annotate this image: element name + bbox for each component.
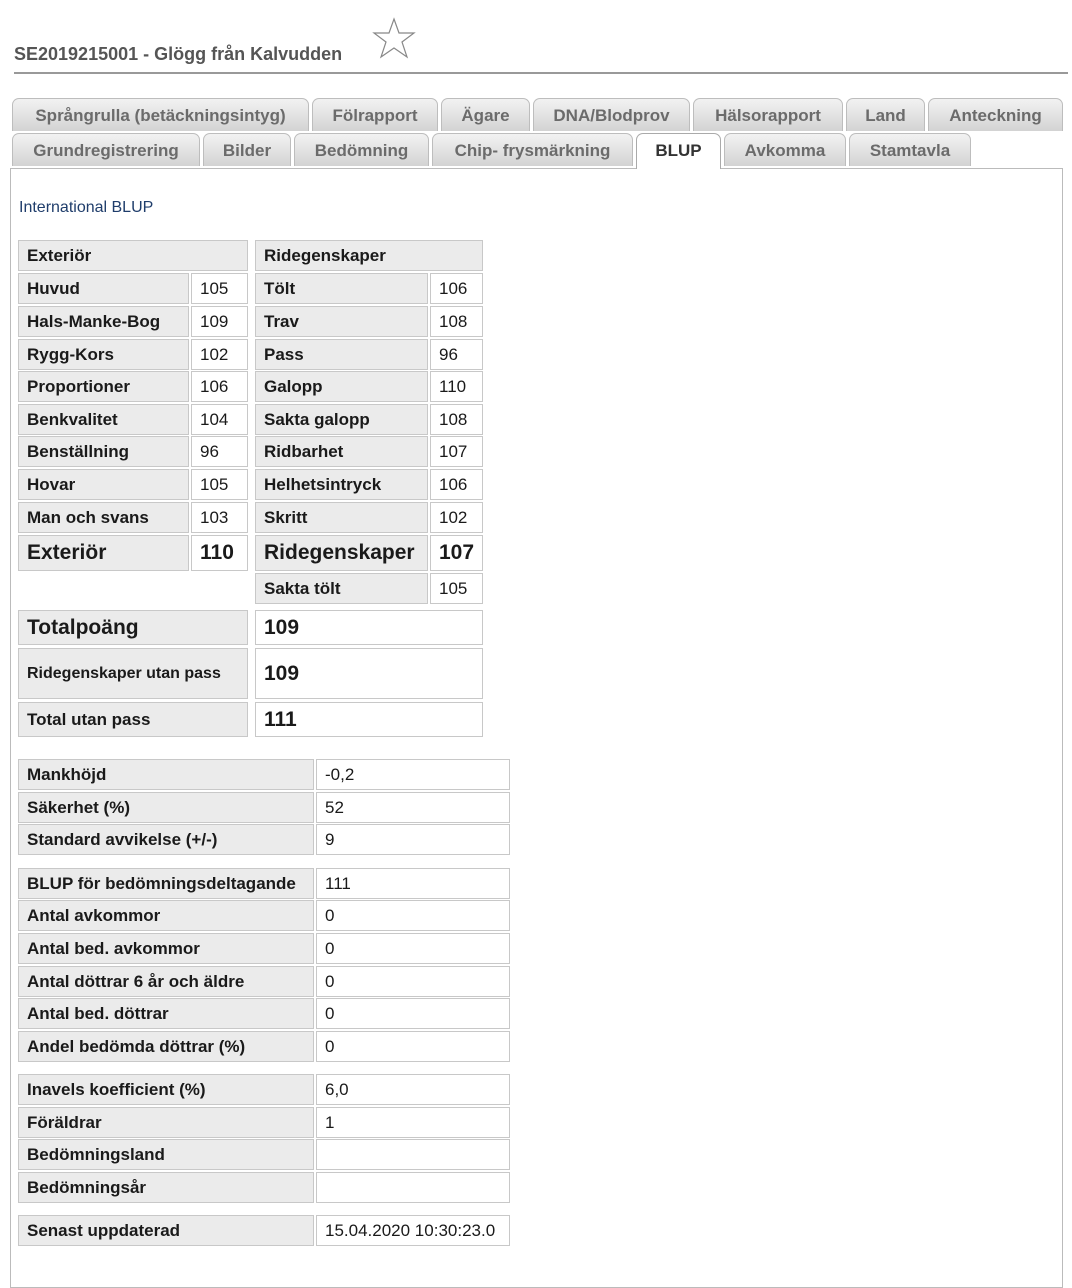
info-value <box>316 1172 510 1203</box>
info-label: Antal bed. avkommor <box>18 933 314 964</box>
info-label: Antal bed. döttrar <box>18 998 314 1029</box>
riding-without-pace-label: Ridegenskaper utan pass <box>18 648 248 699</box>
exterior-header: Exteriör <box>18 240 248 271</box>
info-label: Bedömningsland <box>18 1139 314 1170</box>
info-label: Andel bedömda döttrar (%) <box>18 1031 314 1062</box>
info-value: 15.04.2020 10:30:23.0 <box>316 1215 510 1246</box>
info-value: 52 <box>316 792 510 823</box>
page-title: SE2019215001 - Glögg från Kalvudden <box>14 44 343 64</box>
info-value: 0 <box>316 900 510 931</box>
riding-without-pace-value: 109 <box>255 648 483 699</box>
riding-extra-label: Sakta tölt <box>255 573 428 604</box>
exterior-value: 105 <box>191 469 248 500</box>
riding-value: 106 <box>430 469 483 500</box>
tab-bedomning[interactable]: Bedömning <box>294 133 429 166</box>
total-score-value: 109 <box>255 610 483 645</box>
info-label: Senast uppdaterad <box>18 1215 314 1246</box>
info-label: Antal avkommor <box>18 900 314 931</box>
riding-label: Ridbarhet <box>255 436 428 467</box>
exterior-label: Huvud <box>18 273 189 304</box>
info-label: Inavels koefficient (%) <box>18 1074 314 1105</box>
info-label: Antal döttrar 6 år och äldre <box>18 966 314 997</box>
info-value: 111 <box>316 868 510 899</box>
info-value <box>316 1139 510 1170</box>
riding-value: 107 <box>430 436 483 467</box>
riding-value: 106 <box>430 273 483 304</box>
info-label: Mankhöjd <box>18 759 314 790</box>
exterior-label: Rygg-Kors <box>18 339 189 370</box>
tab-chip-frysmarkning[interactable]: Chip- frysmärkning <box>432 133 633 166</box>
page-header <box>14 0 1068 74</box>
riding-label: Skritt <box>255 502 428 533</box>
tab-land[interactable]: Land <box>846 98 925 131</box>
riding-extra-value: 105 <box>430 573 483 604</box>
info-value: 0 <box>316 966 510 997</box>
info-value: 1 <box>316 1107 510 1138</box>
tab-stamtavla[interactable]: Stamtavla <box>849 133 971 166</box>
exterior-value: 106 <box>191 371 248 402</box>
exterior-label: Benkvalitet <box>18 404 189 435</box>
tab-bilder[interactable]: Bilder <box>203 133 291 166</box>
total-without-pace-label: Total utan pass <box>18 702 248 737</box>
riding-label: Helhetsintryck <box>255 469 428 500</box>
riding-label: Galopp <box>255 371 428 402</box>
info-label: Bedömningsår <box>18 1172 314 1203</box>
exterior-label: Man och svans <box>18 502 189 533</box>
info-value: 6,0 <box>316 1074 510 1105</box>
riding-value: 108 <box>430 404 483 435</box>
exterior-value: 103 <box>191 502 248 533</box>
tab-folrapport[interactable]: Fölrapport <box>312 98 438 131</box>
info-value: 9 <box>316 824 510 855</box>
total-without-pace-value: 111 <box>255 702 483 737</box>
riding-label: Tölt <box>255 273 428 304</box>
exterior-value: 104 <box>191 404 248 435</box>
riding-label: Trav <box>255 306 428 337</box>
riding-value: 96 <box>430 339 483 370</box>
exterior-total-label: Exteriör <box>18 535 189 571</box>
info-value: 0 <box>316 933 510 964</box>
tab-avkomma[interactable]: Avkomma <box>724 133 846 166</box>
exterior-total-value: 110 <box>191 535 248 571</box>
exterior-value: 96 <box>191 436 248 467</box>
section-title: International BLUP <box>19 199 154 216</box>
riding-label: Sakta galopp <box>255 404 428 435</box>
star-outline-icon[interactable] <box>372 17 416 61</box>
tab-grundregistrering[interactable]: Grundregistrering <box>12 133 200 166</box>
riding-total-label: Ridegenskaper <box>255 535 428 571</box>
info-value: 0 <box>316 1031 510 1062</box>
tab-agare[interactable]: Ägare <box>441 98 530 131</box>
info-label: Föräldrar <box>18 1107 314 1138</box>
riding-label: Pass <box>255 339 428 370</box>
tab-dna-blodprov[interactable]: DNA/Blodprov <box>533 98 690 131</box>
exterior-value: 102 <box>191 339 248 370</box>
info-label: BLUP för bedömningsdeltagande <box>18 868 314 899</box>
tab-sprangrulla[interactable]: Språngrulla (betäckningsintyg) <box>12 98 309 131</box>
exterior-label: Benställning <box>18 436 189 467</box>
riding-value: 102 <box>430 502 483 533</box>
exterior-label: Hovar <box>18 469 189 500</box>
total-score-label: Totalpoäng <box>18 610 248 645</box>
exterior-label: Proportioner <box>18 371 189 402</box>
riding-value: 110 <box>430 371 483 402</box>
info-label: Säkerhet (%) <box>18 792 314 823</box>
exterior-value: 109 <box>191 306 248 337</box>
info-value: 0 <box>316 998 510 1029</box>
riding-value: 108 <box>430 306 483 337</box>
info-value: -0,2 <box>316 759 510 790</box>
exterior-label: Hals-Manke-Bog <box>18 306 189 337</box>
riding-total-value: 107 <box>430 535 483 571</box>
exterior-value: 105 <box>191 273 248 304</box>
info-label: Standard avvikelse (+/-) <box>18 824 314 855</box>
tab-halsorapport[interactable]: Hälsorapport <box>693 98 843 131</box>
tab-anteckning[interactable]: Anteckning <box>928 98 1063 131</box>
tab-blup[interactable]: BLUP <box>636 133 721 169</box>
riding-header: Ridegenskaper <box>255 240 483 271</box>
